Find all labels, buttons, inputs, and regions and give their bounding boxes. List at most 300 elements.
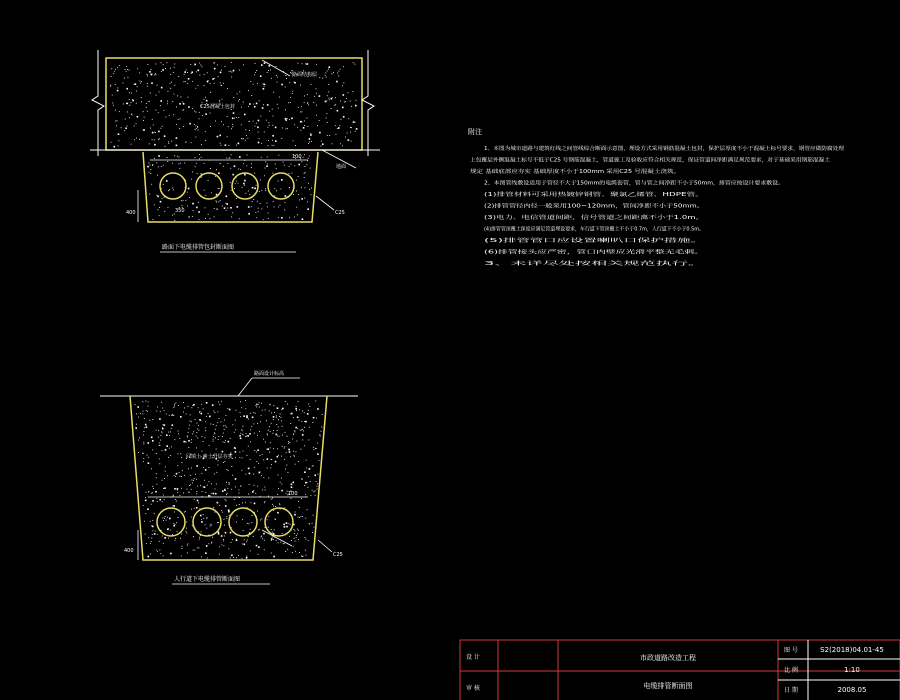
speckle: [166, 445, 168, 447]
speckle: [240, 416, 241, 417]
speckle: [150, 543, 151, 544]
speckle: [283, 543, 284, 544]
speckle: [285, 401, 286, 402]
speckle: [208, 413, 209, 414]
speckle: [179, 472, 180, 473]
speckle: [210, 524, 211, 525]
speckle: [276, 66, 277, 67]
speckle: [278, 217, 279, 218]
speckle: [218, 402, 219, 403]
speckle: [271, 464, 272, 465]
speckle: [205, 430, 206, 431]
speckle: [196, 163, 197, 164]
speckle: [262, 410, 263, 411]
speckle: [157, 484, 158, 485]
speckle: [230, 158, 231, 159]
speckle: [182, 462, 183, 463]
speckle: [224, 442, 225, 443]
speckle: [316, 448, 317, 449]
speckle: [195, 474, 196, 475]
speckle: [183, 103, 185, 105]
speckle: [256, 452, 257, 453]
speckle: [288, 472, 289, 473]
speckle: [186, 531, 187, 532]
speckle: [268, 213, 269, 214]
speckle: [298, 107, 299, 108]
speckle: [151, 541, 152, 542]
speckle: [232, 475, 233, 476]
speckle: [267, 468, 268, 469]
top-section-drawing: [90, 50, 380, 252]
speckle: [276, 190, 277, 191]
speckle: [280, 482, 281, 483]
speckle: [305, 63, 306, 64]
speckle: [158, 209, 159, 210]
speckle: [151, 82, 153, 84]
speckle: [301, 161, 302, 162]
speckle: [136, 424, 137, 425]
speckle: [273, 448, 274, 449]
speckle: [240, 438, 242, 440]
speckle: [178, 431, 179, 432]
speckle: [222, 436, 223, 437]
speckle: [189, 425, 190, 426]
speckle: [159, 138, 160, 139]
speckle: [295, 512, 296, 513]
speckle: [127, 112, 128, 113]
speckle: [293, 194, 294, 195]
speckle: [286, 526, 288, 528]
speckle: [196, 207, 198, 209]
speckle: [294, 82, 295, 83]
speckle: [206, 545, 208, 547]
speckle: [273, 416, 275, 418]
speckle: [293, 546, 294, 547]
speckle: [153, 125, 154, 126]
speckle: [329, 98, 330, 99]
speckle: [200, 485, 201, 486]
speckle: [236, 181, 237, 182]
speckle: [231, 72, 232, 73]
speckle: [214, 62, 215, 63]
speckle: [314, 475, 316, 477]
speckle: [174, 406, 175, 407]
speckle: [127, 126, 128, 127]
speckle: [277, 512, 279, 514]
speckle: [150, 169, 151, 170]
speckle: [300, 430, 301, 431]
speckle: [277, 82, 278, 83]
speckle: [224, 461, 225, 462]
speckle: [200, 515, 202, 517]
speckle: [220, 200, 221, 201]
speckle: [163, 64, 164, 65]
speckle: [289, 173, 290, 174]
speckle: [192, 525, 193, 526]
speckle: [302, 63, 303, 64]
speckle: [171, 415, 172, 416]
speckle: [184, 74, 185, 75]
speckle: [296, 191, 297, 192]
speckle: [297, 533, 298, 534]
speckle: [201, 473, 202, 474]
speckle: [236, 145, 237, 146]
speckle: [306, 460, 307, 461]
speckle: [169, 448, 170, 449]
speckle: [172, 101, 173, 102]
speckle: [304, 102, 305, 103]
speckle: [311, 141, 312, 142]
speckle: [163, 555, 164, 556]
speckle: [245, 193, 246, 194]
speckle: [138, 440, 139, 441]
speckle: [214, 78, 215, 79]
speckle: [271, 499, 272, 500]
speckle: [131, 102, 132, 103]
speckle: [165, 117, 166, 118]
speckle: [247, 540, 248, 541]
speckle: [215, 437, 216, 438]
speckle: [231, 555, 233, 557]
speckle: [161, 62, 162, 63]
speckle: [154, 533, 156, 535]
speckle: [314, 527, 315, 528]
speckle: [163, 165, 164, 166]
speckle: [288, 443, 289, 444]
speckle: [302, 218, 304, 220]
speckle: [293, 529, 294, 530]
speckle: [231, 542, 232, 543]
speckle: [154, 140, 155, 141]
speckle: [160, 440, 161, 441]
duct-2: [193, 508, 221, 536]
speckle: [221, 145, 222, 146]
speckle: [159, 215, 160, 216]
speckle: [343, 94, 345, 96]
speckle: [156, 498, 157, 499]
speckle: [235, 478, 237, 480]
speckle: [309, 189, 310, 190]
speckle: [306, 468, 307, 469]
speckle: [281, 179, 283, 181]
speckle: [112, 103, 113, 104]
speckle: [308, 410, 309, 411]
label-bottom-side: C25: [333, 552, 343, 558]
speckle: [256, 461, 257, 462]
speckle: [187, 552, 188, 553]
speckle: [213, 410, 214, 411]
speckle: [272, 537, 273, 538]
speckle: [159, 91, 160, 92]
speckle: [148, 64, 149, 65]
speckle: [289, 187, 290, 188]
speckle: [170, 83, 171, 84]
speckle: [273, 92, 274, 93]
speckle: [255, 212, 256, 213]
speckle: [287, 118, 288, 119]
speckle: [230, 182, 231, 183]
speckle: [242, 544, 243, 545]
speckle: [205, 140, 206, 141]
speckle: [268, 218, 269, 219]
speckle: [176, 107, 177, 108]
speckle: [315, 448, 316, 449]
speckle: [285, 87, 286, 88]
speckle: [189, 123, 191, 125]
speckle: [243, 415, 245, 417]
speckle: [158, 139, 159, 140]
speckle: [304, 125, 305, 126]
speckle: [278, 455, 279, 456]
speckle: [210, 168, 211, 169]
speckle: [234, 432, 235, 433]
speckle: [180, 453, 181, 454]
speckle: [148, 402, 149, 403]
speckle: [351, 141, 352, 142]
speckle: [205, 437, 206, 438]
speckle: [162, 408, 163, 409]
speckle: [191, 407, 192, 408]
speckle: [239, 493, 240, 494]
speckle: [164, 211, 165, 212]
speckle: [114, 146, 116, 148]
speckle: [239, 504, 240, 505]
speckle: [280, 417, 281, 418]
speckle: [251, 206, 252, 207]
speckle: [155, 64, 156, 65]
speckle: [118, 140, 119, 141]
speckle: [329, 135, 330, 136]
speckle: [110, 85, 111, 86]
speckle: [239, 457, 240, 458]
speckle: [245, 436, 246, 437]
speckle: [128, 77, 129, 78]
speckle: [255, 493, 256, 494]
speckle: [265, 168, 266, 169]
speckle: [162, 69, 164, 71]
speckle: [289, 451, 291, 453]
speckle: [183, 493, 184, 494]
speckle: [261, 518, 262, 519]
speckle: [236, 522, 237, 523]
speckle: [239, 435, 241, 437]
speckle: [216, 425, 217, 426]
speckle: [236, 117, 237, 118]
speckle: [170, 530, 171, 531]
speckle: [342, 85, 343, 86]
speckle: [209, 481, 210, 482]
speckle: [244, 539, 245, 540]
speckle: [195, 129, 196, 130]
speckle: [272, 140, 273, 141]
speckle: [226, 415, 227, 416]
speckle: [161, 431, 162, 432]
speckle: [342, 145, 343, 146]
speckle: [272, 125, 273, 126]
speckle: [353, 121, 355, 123]
speckle: [250, 459, 251, 460]
speckle: [180, 118, 181, 119]
speckle: [144, 418, 145, 419]
speckle: [283, 162, 284, 163]
speckle: [149, 420, 150, 421]
speckle: [227, 163, 228, 164]
speckle: [163, 424, 164, 425]
speckle: [267, 157, 268, 158]
speckle: [196, 112, 197, 113]
speckle: [267, 519, 268, 520]
title-block: [460, 640, 900, 700]
speckle: [278, 207, 279, 208]
speckle: [229, 145, 230, 146]
speckle: [198, 85, 199, 86]
top-trench-speckle: [147, 154, 312, 221]
speckle: [180, 476, 181, 477]
speckle: [174, 220, 175, 221]
speckle: [205, 97, 206, 98]
speckle: [282, 435, 283, 436]
speckle: [228, 470, 229, 471]
speckle: [123, 104, 124, 105]
notes-block: [468, 127, 845, 267]
speckle: [207, 72, 208, 73]
speckle: [210, 496, 211, 497]
speckle: [231, 128, 232, 129]
speckle: [300, 112, 301, 113]
speckle: [168, 141, 169, 142]
speckle: [297, 127, 298, 128]
speckle: [289, 536, 290, 537]
speckle: [152, 449, 153, 450]
speckle: [290, 102, 291, 103]
speckle: [279, 416, 280, 417]
speckle: [271, 538, 273, 540]
speckle: [145, 497, 146, 498]
speckle: [114, 71, 115, 72]
speckle: [162, 450, 163, 451]
speckle: [179, 438, 180, 439]
speckle: [163, 488, 164, 489]
speckle: [299, 409, 300, 410]
speckle: [198, 407, 199, 408]
speckle: [148, 457, 149, 458]
speckle: [131, 114, 132, 115]
speckle: [301, 498, 302, 499]
speckle: [325, 75, 326, 76]
speckle: [226, 196, 228, 198]
speckle: [249, 473, 251, 475]
speckle: [273, 430, 274, 431]
speckle: [176, 137, 178, 139]
speckle: [259, 529, 260, 530]
speckle: [248, 446, 249, 447]
speckle: [308, 476, 309, 477]
speckle: [195, 137, 196, 138]
speckle: [261, 64, 263, 66]
speckle: [210, 92, 211, 93]
speckle: [240, 433, 241, 434]
speckle: [168, 207, 169, 208]
speckle: [248, 106, 249, 107]
speckle: [171, 141, 172, 142]
speckle: [316, 105, 317, 106]
speckle: [250, 413, 251, 414]
speckle: [152, 440, 154, 442]
speckle: [200, 65, 201, 66]
speckle: [194, 124, 195, 125]
speckle: [152, 526, 154, 528]
speckle: [280, 205, 281, 206]
speckle: [163, 495, 164, 496]
speckle: [216, 201, 217, 202]
speckle: [288, 449, 290, 451]
speckle: [298, 63, 299, 64]
speckle: [203, 441, 204, 442]
speckle: [307, 160, 308, 161]
speckle: [188, 97, 189, 98]
speckle: [219, 554, 220, 555]
speckle: [178, 454, 179, 455]
speckle: [295, 431, 296, 432]
speckle: [274, 207, 275, 208]
speckle: [320, 436, 321, 437]
speckle: [160, 553, 161, 554]
speckle: [243, 163, 244, 164]
speckle: [199, 419, 201, 421]
speckle: [136, 413, 137, 414]
speckle: [164, 197, 165, 198]
speckle: [308, 540, 309, 541]
speckle: [251, 426, 252, 427]
speckle: [139, 437, 140, 438]
speckle: [272, 498, 273, 499]
speckle: [236, 505, 237, 506]
speckle: [144, 427, 145, 428]
speckle: [305, 537, 306, 538]
speckle: [255, 405, 256, 406]
speckle: [321, 141, 322, 142]
speckle: [340, 69, 341, 70]
speckle: [171, 82, 172, 83]
speckle: [217, 522, 218, 523]
speckle: [193, 210, 194, 211]
speckle: [298, 401, 299, 402]
speckle: [162, 428, 164, 430]
speckle: [229, 71, 230, 72]
speckle: [337, 128, 338, 129]
speckle: [303, 127, 305, 129]
speckle: [275, 461, 277, 463]
speckle: [257, 435, 258, 436]
speckle: [301, 421, 302, 422]
speckle: [181, 534, 182, 535]
speckle: [282, 408, 284, 410]
speckle: [158, 131, 160, 133]
speckle: [338, 71, 339, 72]
speckle: [184, 475, 185, 476]
speckle: [265, 501, 266, 502]
speckle: [262, 107, 264, 109]
speckle: [277, 494, 278, 495]
speckle: [220, 163, 221, 164]
speckle: [191, 468, 192, 469]
speckle: [111, 76, 112, 77]
speckle: [278, 488, 279, 489]
speckle: [264, 502, 265, 503]
speckle: [212, 537, 213, 538]
speckle: [319, 95, 321, 97]
speckle: [236, 557, 237, 558]
